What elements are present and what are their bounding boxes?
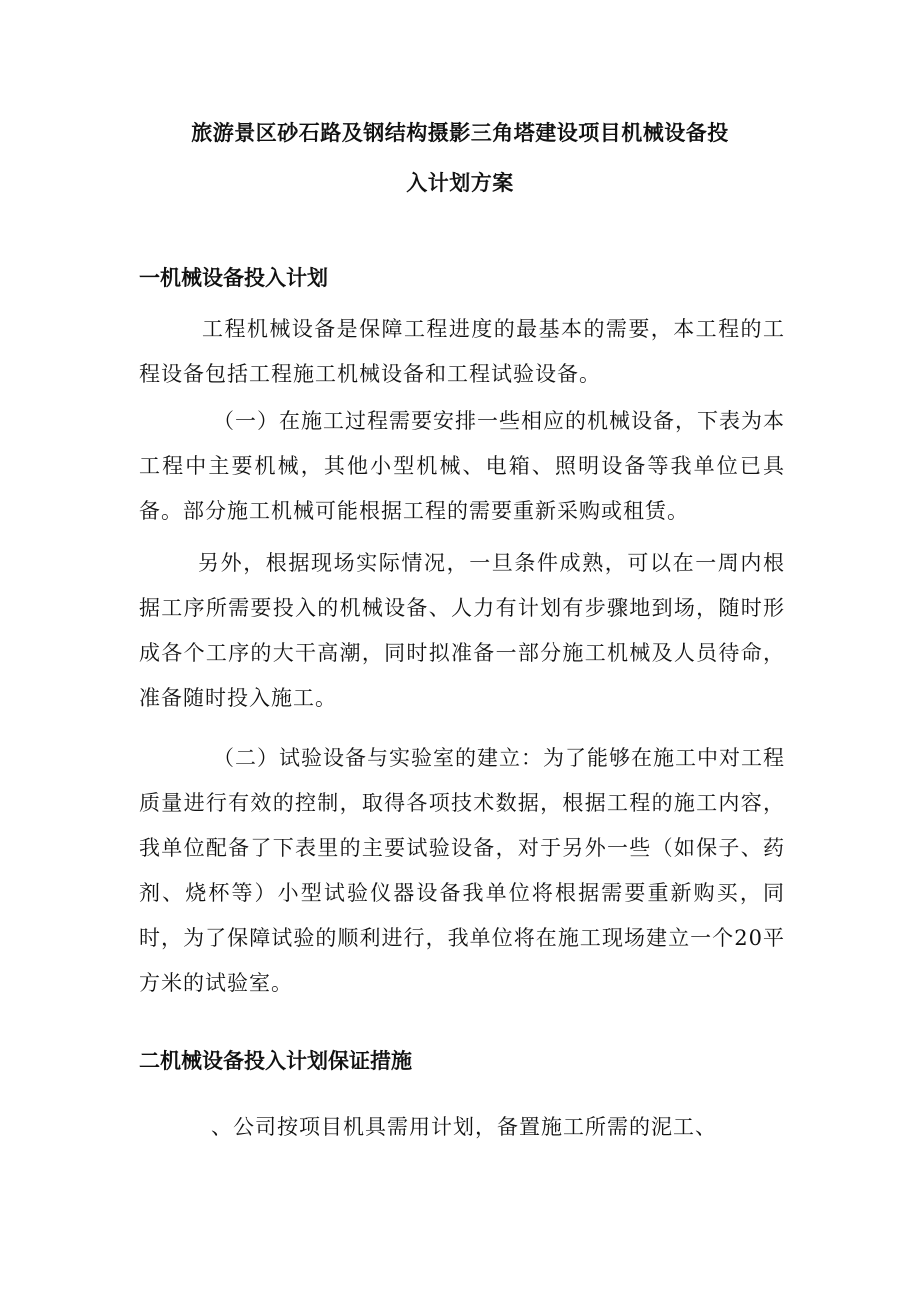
section-1-paragraph-3: 另外，根据现场实际情况，一旦条件成熟，可以在一周内根据工序所需要投入的机械设备、人力有计划有步骤地到场，随时形成各个工序的大干高潮，同时拟准备一部分施工机械及人员待命，准备随时投入施工。 (139, 551, 785, 710)
document-title-line-2: 入计划方案 (406, 171, 514, 195)
section-2-paragraph-1: 、公司按项目机具需用计划，备置施工所需的泥工、 (211, 1115, 717, 1139)
section-1-paragraph-2: （一）在施工过程需要安排一些相应的机械设备，下表为本工程中主要机械，其他小型机械、电箱、照明设备等我单位已具备。部分施工机械可能根据工程的需要重新采购或租赁。 (139, 409, 785, 523)
section-1-paragraph-4: （二）试验设备与实验室的建立：为了能够在施工中对工程质量进行有效的控制，取得各项技术数据，根据工程的施工内容，我单位配备了下表里的主要试验设备，对于另外一些（如保子、药剂、烧杯等）小型试验仪器设备我单位将根据需要重新购买，同时，为了保障试验的顺利进行，我单位将在施工现场建立一个20平方米的试验室。 (139, 746, 785, 995)
section-1-paragraph-1: 工程机械设备是保障工程进度的最基本的需要，本工程的工程设备包括工程施工机械设备和工程试验设备。 (139, 317, 785, 386)
document-title-line-1: 旅游景区砂石路及钢结构摄影三角塔建设项目机械设备投 (191, 121, 729, 145)
section-2-heading: 二机械设备投入计划保证措施 (139, 1049, 412, 1073)
section-1-heading: 一机械设备投入计划 (139, 266, 328, 290)
